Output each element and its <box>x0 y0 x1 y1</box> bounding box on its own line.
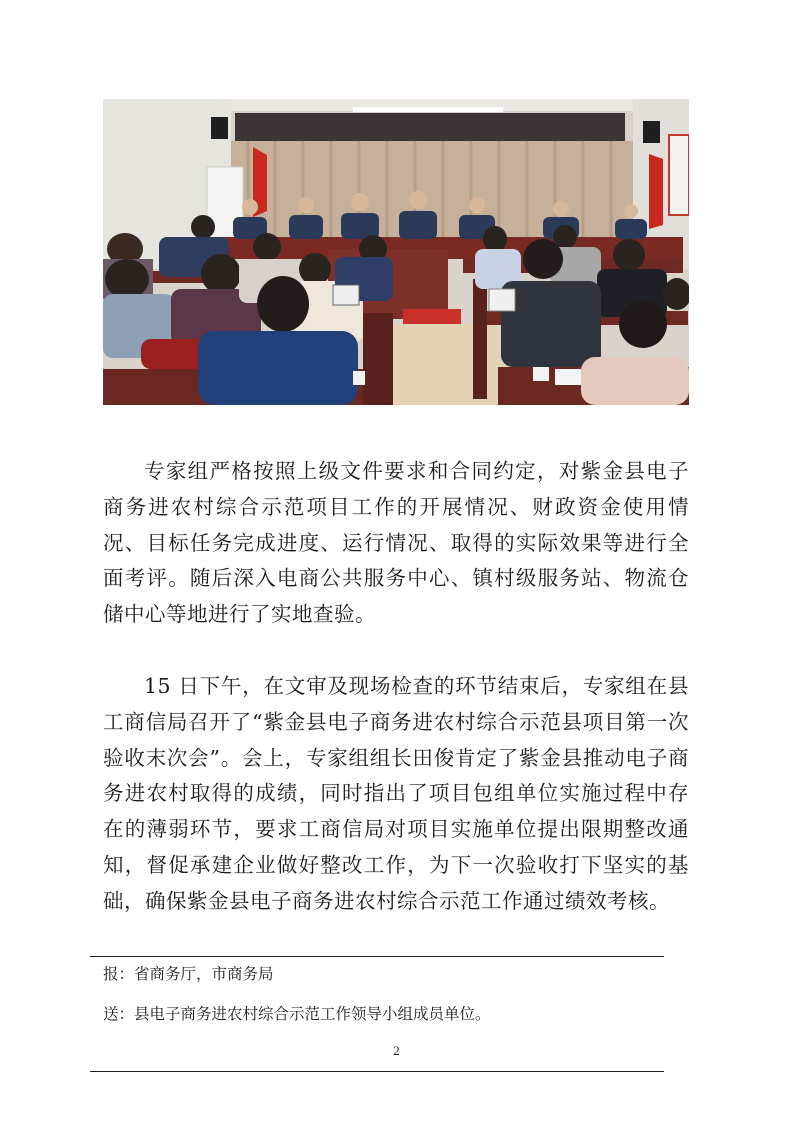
page-number: 2 <box>393 1043 400 1058</box>
distribution-top-rule <box>90 956 664 957</box>
meeting-photo <box>103 99 689 405</box>
body-paragraph-2: 15 日下午，在文审及现场检查的环节结束后，专家组在县工商信局召开了“紫金县电子商务进农村综合示范县项目第一次验收末次会”。会上，专家组组长田俊肯定了紫金县推动电子商务进农村取得的成绩，同时指出了项目包组单位实施过程中存在的薄弱环节，要求工商信局对项目实施单位提出限期整改通知，督促承建企业做好整改工作，为下一次验收打下坚实的基础，确保紫金县电子商务进农村综合示范工作通过绩效考核。 <box>103 674 689 913</box>
distribution-bottom-rule <box>90 1071 664 1072</box>
body-paragraph-1: 专家组严格按照上级文件要求和合同约定，对紫金县电子商务进农村综合示范项目工作的开展情况、财政资金使用情况、目标任务完成进度、运行情况、取得的实际效果等进行全面考评。随后深入电商公共服务中心、镇村级服务站、物流仓储中心等地进行了实地查验。 <box>103 459 689 627</box>
distribution-send-line: 送：县电子商务进农村综合示范工作领导小组成员单位。 <box>103 1005 491 1023</box>
distribution-report-line: 报：省商务厅，市商务局 <box>103 965 274 983</box>
